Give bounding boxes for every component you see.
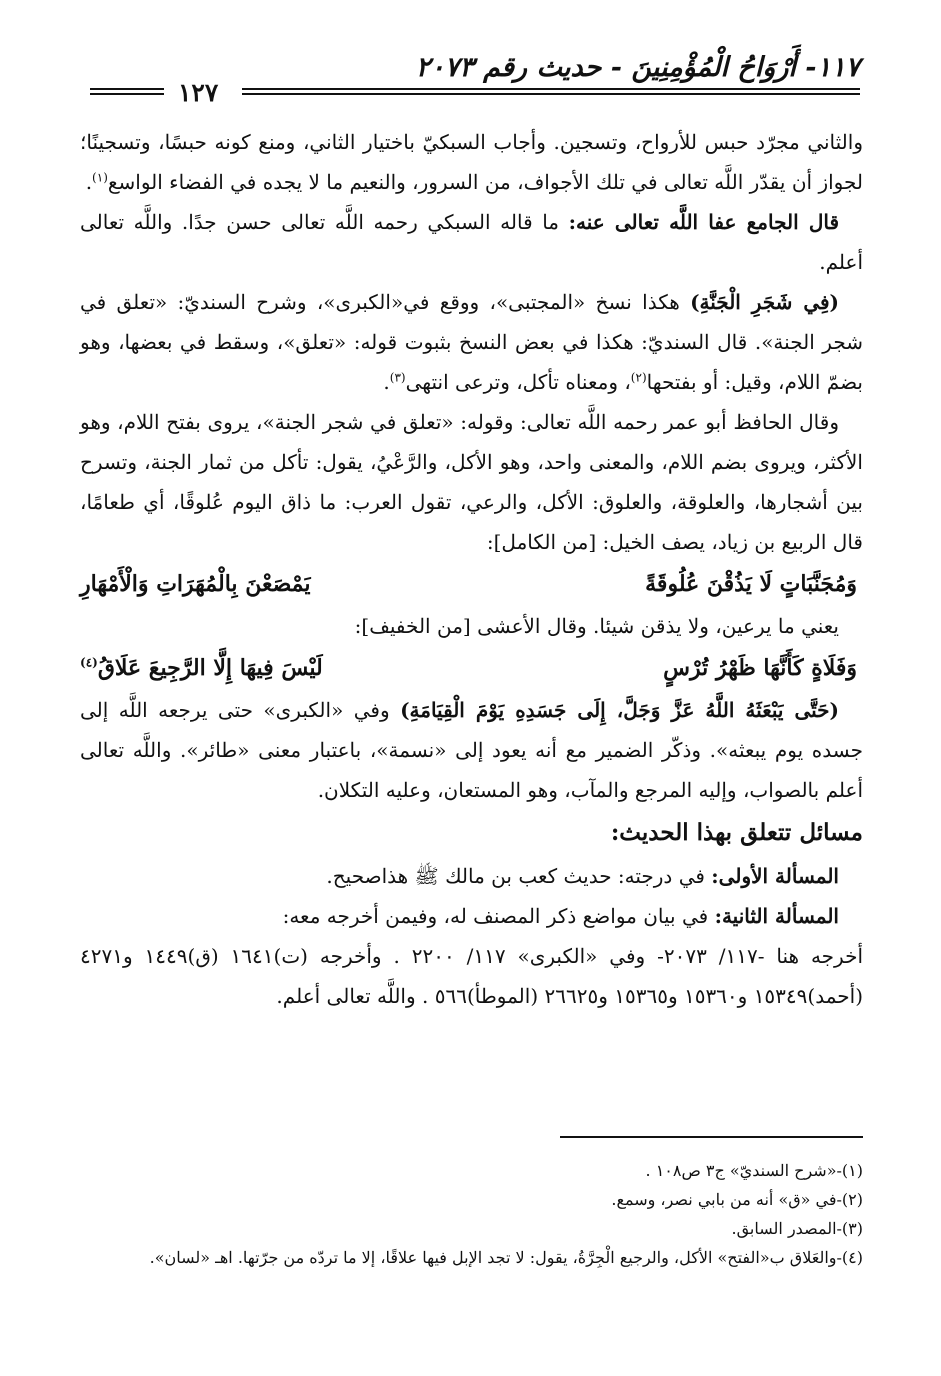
paragraph-1-end: . [85, 170, 93, 194]
section-heading: مسائل تتعلق بهذا الحديث: [610, 819, 863, 846]
verse-1-first-hemistich: وَمُجَنَّبَاتٍ لَا يَذُقْنَ عُلُوقَةً [645, 571, 857, 597]
header-rule-right-top [242, 88, 860, 90]
verse-1-second-hemistich: يَمْصَعْنَ بِالْمُهَرَاتِ وَالْأَمْهَارِ [80, 571, 311, 597]
verse-2-second-hemistich: لَيْسَ فِيهَا إِلَّا الرَّجِيعَ عَلَاقُ [97, 655, 323, 681]
paragraph-1 [80, 122, 863, 202]
poem-verse-1 [80, 562, 863, 606]
footnote-ref-2: (٢) [630, 370, 647, 385]
footnote-ref-1: (١) [92, 170, 108, 185]
issue-1-text: في درجته: حديث كعب بن مالك ﷺ هذاصحيح. [326, 864, 705, 888]
header-rule-left-bottom [90, 93, 164, 95]
header-rule-left-top [90, 88, 164, 90]
issue-2-text: في بيان مواضع ذكر المصنف له، وفيمن أخرجه معه: [282, 904, 709, 928]
footnote-2: (٢)-في «ق» أنه من بابي نصر، وسمع. [611, 1190, 863, 1209]
hadith-phrase-2: (حَتَّى يَبْعَثَهُ اللَّهُ عَزَّ وَجَلَّ، إِلَى جَسَدِهِ يَوْمَ الْقِيَامَةِ) [400, 698, 840, 722]
paragraph-2 [80, 202, 863, 282]
paragraph-7: أخرجه هنا -١١٧/ ٢٠٧٣- وفي «الكبرى» ١١٧/ ٢٢٠٠ . وأخرجه (ت)١٦٤١ (ق)١٤٤٩ و٤٢٧١ (أحمد)١٥٣٤٩ و١٥٣٦٠ و١٥٣٦٥ و٢٦٦٢٥ (الموطأ)٥٦٦ . واللَّه تعالى أعلم. [80, 944, 864, 1008]
poem-verse-2 [80, 646, 863, 690]
footnote-ref-3: (٣) [389, 370, 406, 385]
issue-1 [80, 856, 863, 896]
paragraph-3-mid: ، ومعناه تأكل، وترعى انتهى [405, 370, 631, 394]
compiler-remark-label: قال الجامع عفا اللَّه تعالى عنه: [568, 210, 840, 234]
hadith-phrase-1: (فِي شَجَرِ الْجَنَّةِ) [690, 290, 840, 314]
footnote-3: (٣)-المصدر السابق. [731, 1219, 863, 1238]
paragraph-3-text: هكذا نسخ «المجتبى»، ووقع في«الكبرى»، وشرح السنديّ: «تعلق في شجر الجنة». قال السنديّ: هكذا في بعض النسخ بثبوت قوله: «تعلق»، وسقط في بعضها، وهو بضمّ اللام، وقيل: أو بفتحها [80, 290, 863, 394]
footnote-ref-4: (٤) [80, 655, 98, 670]
paragraph-5: يعني ما يرعين، ولا يذقن شيئا. وقال الأعشى [من الخفيف]: [354, 614, 839, 638]
running-title: ١١٧- أَرْوَاحُ الْمُؤْمِنِينَ - حديث رقم ٢٠٧٣ [415, 52, 860, 83]
issue-1-label: المسألة الأولى: [711, 864, 839, 888]
paragraph-6-text: وفي «الكبرى» حتى يرجعه اللَّه إلى جسده يوم يبعثه». وذكّر الضمير مع أنه يعود إلى «نسمة»، باعتبار معنى «طائر». واللَّه تعالى أعلم بالصواب، وإليه المرجع والمآب، وهو المستعان، وعليه التكلان. [80, 698, 863, 802]
paragraph-3-end: . [383, 370, 390, 394]
page-header [90, 52, 860, 112]
paragraph-3 [80, 282, 863, 402]
issue-2 [80, 896, 863, 936]
footnote-separator [560, 1136, 863, 1138]
paragraph-4: وقال الحافظ أبو عمر رحمه اللَّه تعالى: وقوله: «تعلق في شجر الجنة»، يروى بفتح اللام، وهو الأكثر، ويروى بضم اللام، والمعنى واحد، وهو الأكل، والرَّعْيُ، يقول: تأكل من ثمار الجنة، وتسرح بين أشجارها، والعلوقة، والعلوق: الأكل، والرعي، تقول العرب: ما ذاق اليوم عُلوقًا، أي طعامًا، قال الربيع بن زياد، يصف الخيل: [من الكامل]: [80, 410, 863, 554]
header-rule-right-bottom [242, 93, 860, 95]
paragraph-1-text: والثاني مجرّد حبس للأرواح، وتسجين. وأجاب السبكيّ باختيار الثاني، ومنع كونه حبسًا، وتسجينًا؛ لجواز أن يقدّر اللَّه تعالى في تلك الأجواف، من السرور، والنعيم ما لا يجده في الفضاء الواسع [80, 130, 863, 194]
footnote-1: (١)-«شرح السنديّ» ج٣ ص١٠٨ . [645, 1161, 863, 1180]
paragraph-6 [80, 690, 863, 810]
page-number: ١٢٧ [178, 78, 219, 107]
issue-2-label: المسألة الثانية: [714, 904, 839, 928]
footnote-4: (٤)-والعَلاق ب«الفتح» الأكل، والرجيع الْجِرَّةُ، يقول: لا تجد الإبل فيها علاقًا، إلا ما تردّه من جرّتها. اهـ «لسان». [149, 1248, 863, 1267]
paragraph-2-text: ما قاله السبكي رحمه اللَّه تعالى حسن جدًا. واللَّه تعالى أعلم. [80, 210, 863, 274]
footnotes [80, 1156, 863, 1272]
main-text [80, 122, 863, 1016]
verse-2-first-hemistich: وَفَلَاةٍ كَأَنَّهَا ظَهْرُ تُرْسٍ [663, 655, 857, 681]
verse-2-second-hemistich-wrap [80, 646, 323, 690]
